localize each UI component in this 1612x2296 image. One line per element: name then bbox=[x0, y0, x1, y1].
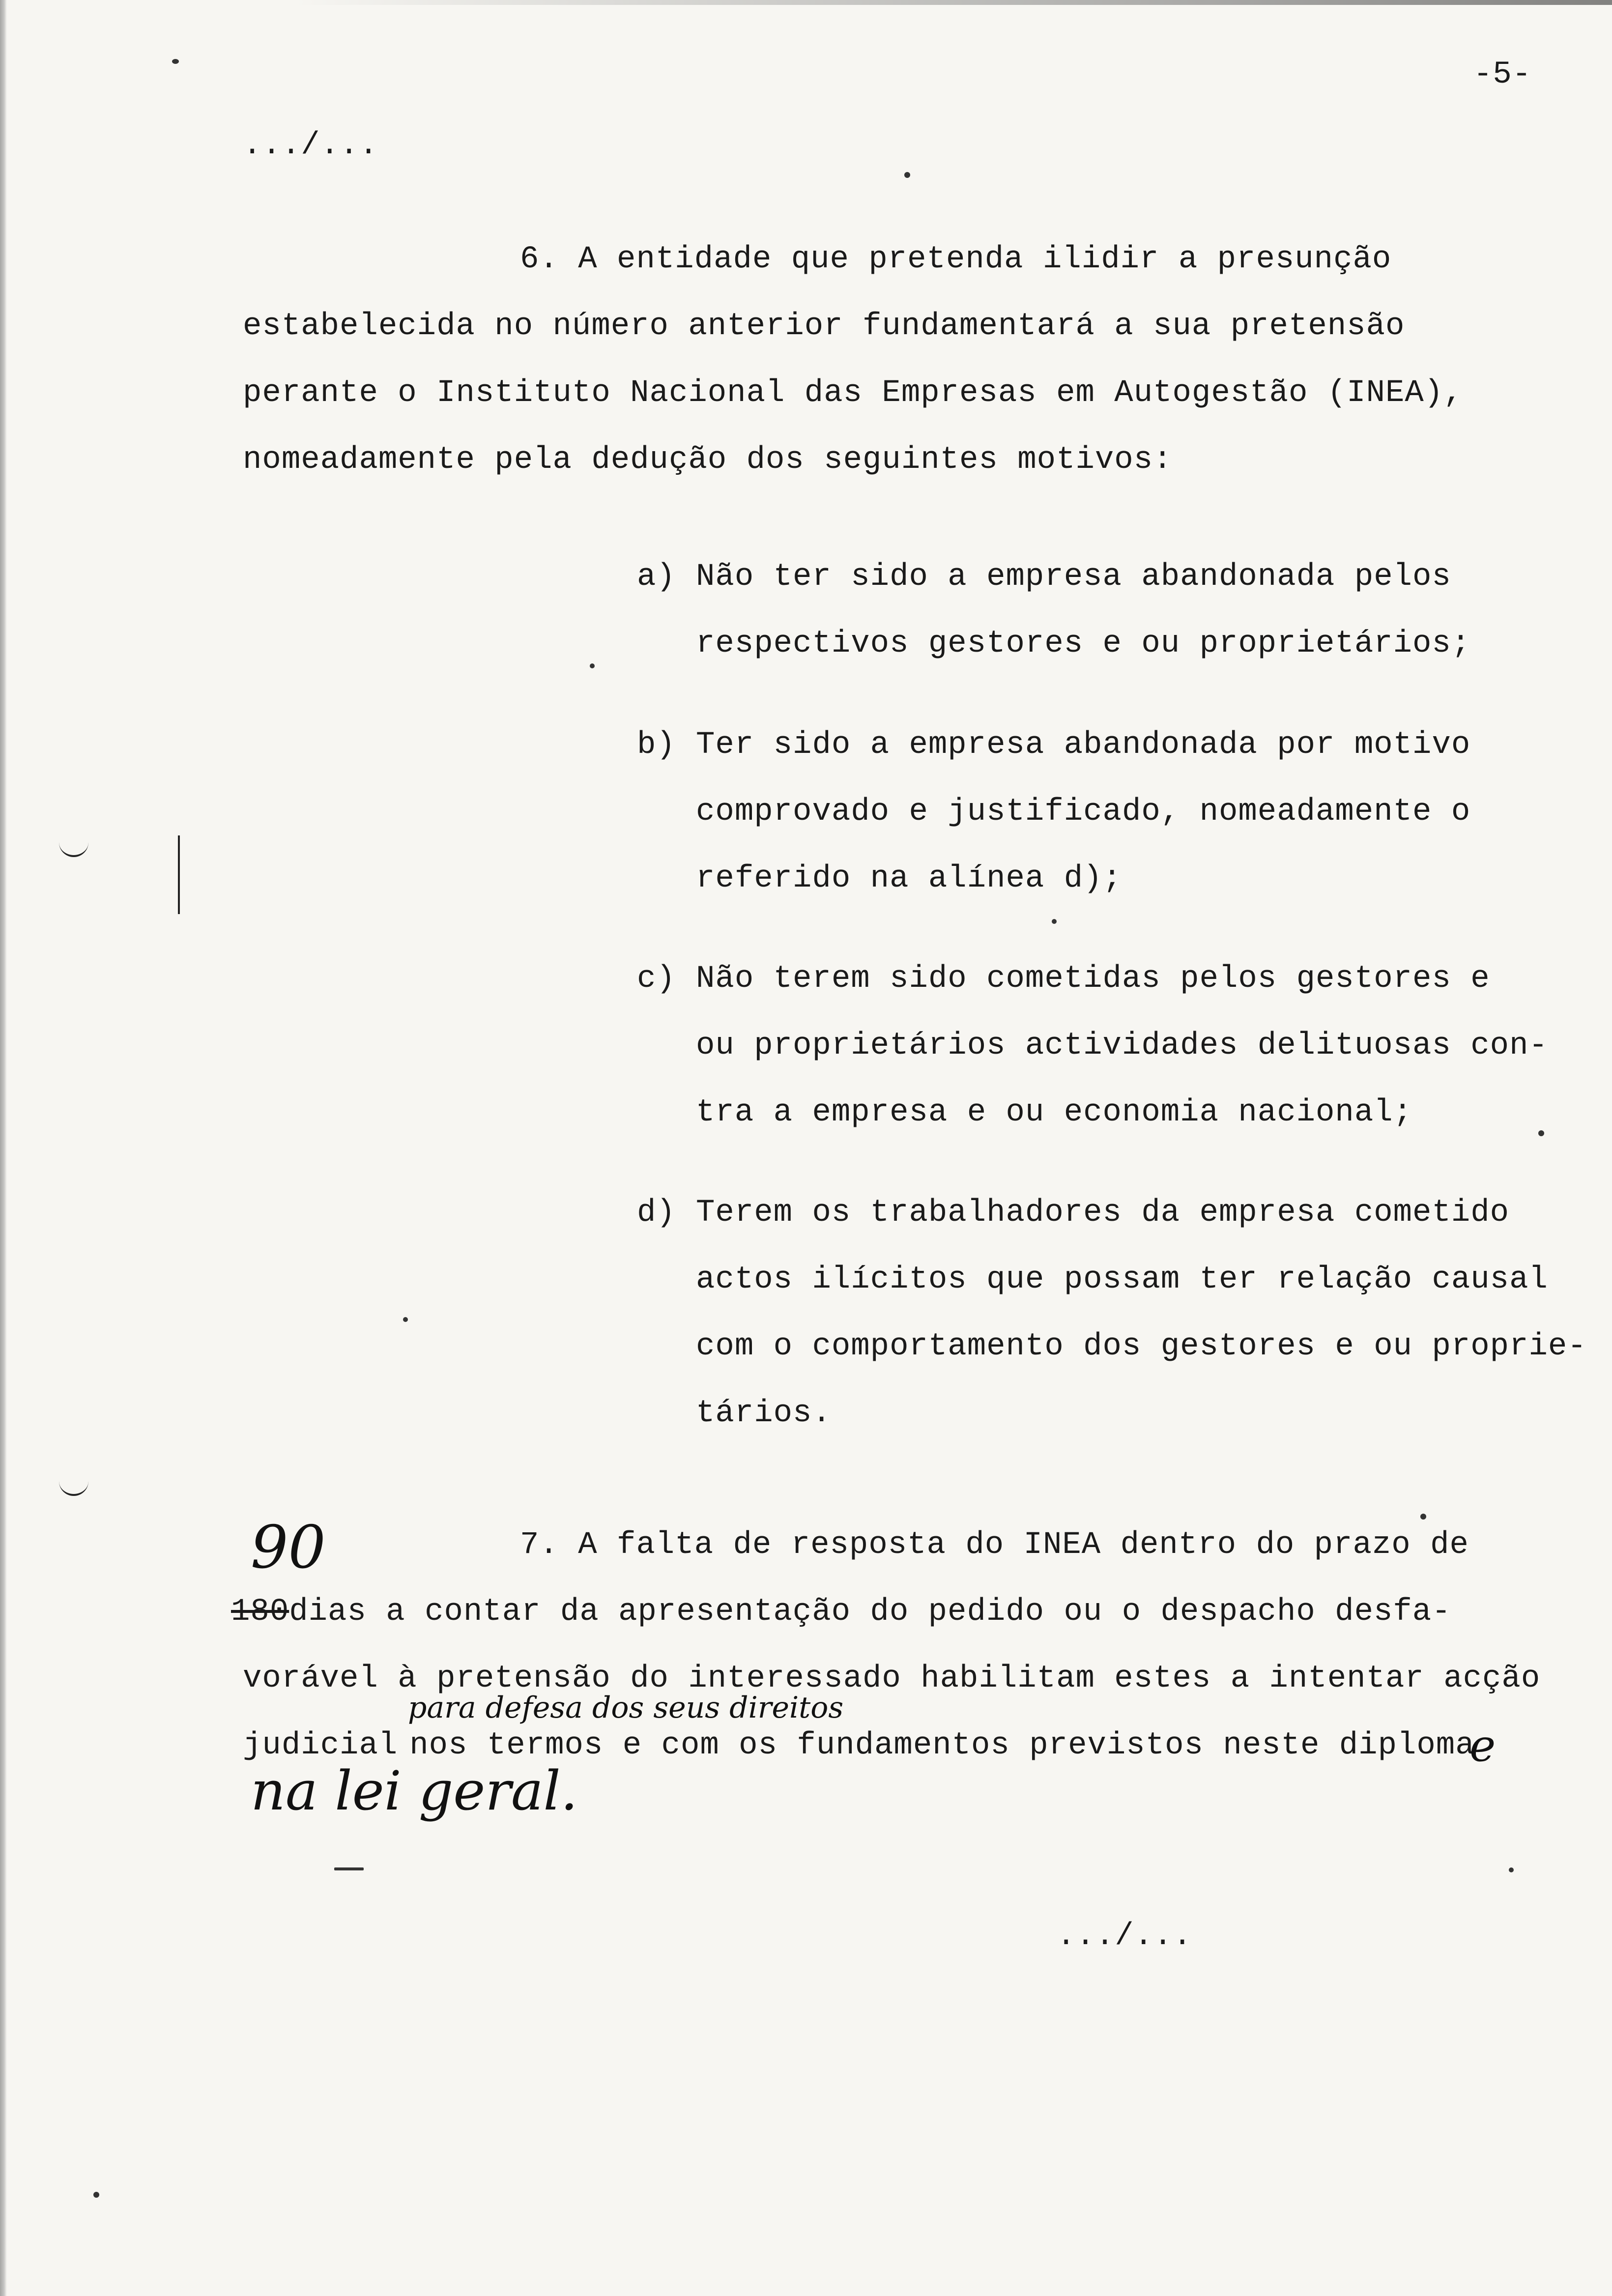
handwritten-insertion: para defesa dos seus direitos bbox=[408, 1691, 844, 1725]
item-b-line-3: referido na alínea d); bbox=[696, 861, 1122, 896]
scan-speck bbox=[1509, 1867, 1514, 1872]
item-b-label: b) bbox=[637, 727, 676, 763]
scan-speck bbox=[590, 663, 595, 668]
section6-line-4: nomeadamente pela dedução dos seguintes motivos: bbox=[243, 442, 1173, 478]
item-c-line-1: Não terem sido cometidas pelos gestores e bbox=[696, 961, 1490, 997]
scan-speck bbox=[172, 59, 179, 64]
item-d-line-4: tários. bbox=[696, 1396, 832, 1431]
section7-line-2 bbox=[231, 1596, 1451, 1628]
section7-line-4-text: nos termos e com os fundamentos previstos neste diploma bbox=[409, 1728, 1475, 1763]
continuation-top: .../... bbox=[243, 128, 378, 163]
item-d-line-3: com o comportamento dos gestores e ou proprie- bbox=[696, 1329, 1587, 1364]
scan-edge bbox=[0, 0, 7, 2296]
scan-speck bbox=[403, 1317, 408, 1322]
item-d-line-1: Terem os trabalhadores da empresa cometido bbox=[696, 1195, 1510, 1231]
section7-line-4-start: judicial bbox=[243, 1728, 398, 1763]
section6-line-2: estabelecida no número anterior fundamentará a sua pretensão bbox=[243, 309, 1405, 344]
scan-speck bbox=[1052, 919, 1057, 924]
item-d-label: d) bbox=[637, 1195, 676, 1231]
item-d-line-2: actos ilícitos que possam ter relação causal bbox=[696, 1262, 1548, 1297]
scan-bracket-mark bbox=[59, 1474, 88, 1496]
handwritten-appended: e bbox=[1469, 1720, 1496, 1772]
scan-bracket-mark bbox=[59, 835, 88, 857]
section7-line-4 bbox=[243, 1730, 1475, 1761]
item-c-line-2: ou proprietários actividades delituosas con- bbox=[696, 1028, 1548, 1063]
item-c-label: c) bbox=[637, 961, 676, 997]
scan-speck bbox=[904, 172, 910, 178]
scan-vertical-mark bbox=[178, 835, 180, 914]
scan-speck bbox=[1420, 1514, 1426, 1520]
struck-number: 180 bbox=[231, 1594, 289, 1630]
section7-line-3: vorável à pretensão do interessado habilitam estes a intentar acção bbox=[243, 1661, 1541, 1696]
item-a-line-1: Não ter sido a empresa abandonada pelos bbox=[696, 559, 1451, 595]
item-c-line-3: tra a empresa e ou economia nacional; bbox=[696, 1095, 1413, 1130]
section6-line-3: perante o Instituto Nacional das Empresas em Autogestão (INEA), bbox=[243, 375, 1463, 411]
page-number: -5- bbox=[1473, 57, 1532, 92]
continuation-bottom: .../... bbox=[1057, 1919, 1192, 1954]
scan-speck bbox=[93, 2192, 99, 2198]
scan-top-border bbox=[295, 0, 1612, 5]
section6-line-1: 6. A entidade que pretenda ilidir a presunção bbox=[520, 242, 1392, 277]
item-a-line-2: respectivos gestores e ou proprietários; bbox=[696, 626, 1471, 661]
item-b-line-1: Ter sido a empresa abandonada por motivo bbox=[696, 727, 1471, 763]
handwritten-final-line: na lei geral. bbox=[251, 1759, 578, 1822]
scan-speck bbox=[334, 1867, 364, 1870]
scan-speck bbox=[1538, 1130, 1544, 1136]
handwritten-number-correction: 90 bbox=[251, 1514, 326, 1582]
section7-line-2-text: dias a contar da apresentação do pedido ou o despacho desfa- bbox=[289, 1594, 1451, 1630]
item-a-label: a) bbox=[637, 559, 676, 595]
item-b-line-2: comprovado e justificado, nomeadamente o bbox=[696, 794, 1471, 830]
section7-line-1: 7. A falta de resposta do INEA dentro do prazo de bbox=[520, 1527, 1469, 1563]
